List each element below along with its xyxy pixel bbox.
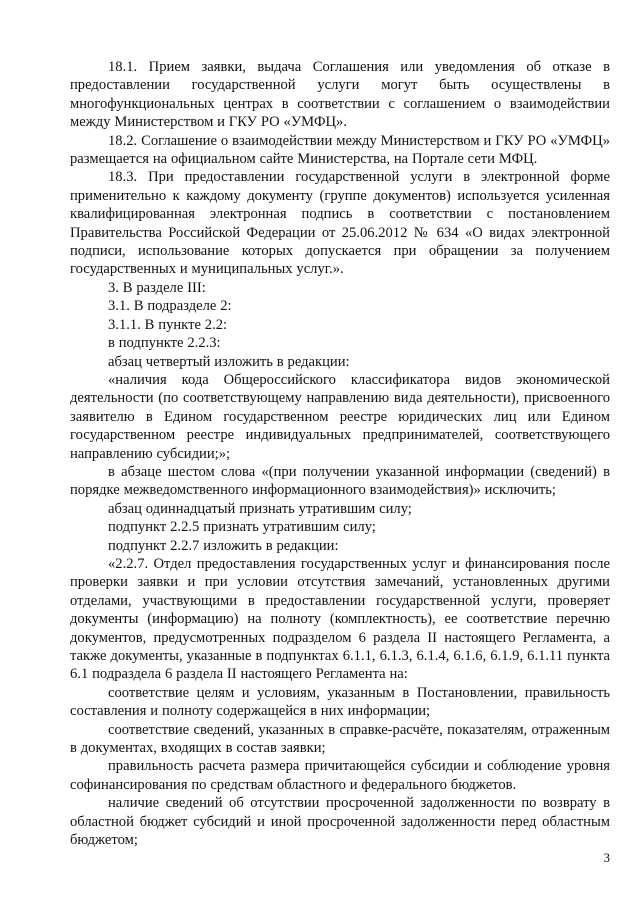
paragraph-3-1-1: 3.1.1. В пункте 2.2: xyxy=(108,316,228,333)
document-body xyxy=(70,58,610,849)
paragraph-2-2-7-quote: «2.2.7. Отдел предоставления государственных услуг и финансирования после проверки заявки и при условии отсутствия замечаний, установленных другими отделами, участвующими в предоставлении государственной услуги, проверяет документы (информацию) на полноту (комплектность), ее соответствие перечню документов, предусмотренных подразделом 6 раздела II настоящего Регламента, а также документы, указанные в подпунктах 6.1.1, 6.1.3, 6.1.4, 6.1.6, 6.1.9, 6.1.11 пункта 6.1 подраздела 6 раздела II настоящего Регламента на: xyxy=(70,555,610,683)
paragraph-calculation: правильность расчета размера причитающейся субсидии и соблюдение уровня софинансирования по средствам областного и федерального бюджетов. xyxy=(70,758,610,793)
paragraph-abzac-4: абзац четвертый изложить в редакции: xyxy=(108,353,350,370)
paragraph-abzac-11: абзац одиннадцатый признать утратившим силу; xyxy=(108,500,412,517)
paragraph-debt-info: наличие сведений об отсутствии просроченной задолженности по возврату в областной бюджет субсидий и иной просроченной задолженности перед областным бюджетом; xyxy=(70,795,610,849)
paragraph-section-3: 3. В разделе III: xyxy=(108,279,206,296)
paragraph-compliance-data: соответствие сведений, указанных в справке-расчёте, показателям, отраженным в документах, входящих в состав заявки; xyxy=(70,721,610,757)
paragraph-18-1: 18.1. Прием заявки, выдача Соглашения или уведомления об отказе в предоставлении государственной услуги могут быть осуществлены в многофункциональных центрах в соответствии с соглашением о взаимодействии между Министерством и ГКУ РО «УМФЦ». xyxy=(70,59,610,131)
paragraph-18-3: 18.3. При предоставлении государственной услуги в электронной форме применительно к каждому документу (группе документов) используется усиленная квалифицированная электронная подпись в соответствии с постановлением Правительства Российской Федерации от 25.06.2012 № 634 «О видах электронной подписи, использование которых допускается при обращении за получением государственных и муниципальных услуг.». xyxy=(70,169,610,278)
paragraph-3-1: 3.1. В подразделе 2: xyxy=(108,298,232,315)
paragraph-compliance-goals: соответствие целям и условиям, указанным в Постановлении, правильность составления и полноту содержащейся в них информации; xyxy=(70,684,610,720)
paragraph-18-2: 18.2. Соглашение о взаимодействии между Министерством и ГКУ РО «УМФЦ» размещается на официальном сайте Министерства, на Портале сети МФЦ. xyxy=(70,132,610,168)
paragraph-subpoint-2-2-3: в подпункте 2.2.3: xyxy=(108,335,221,352)
paragraph-2-2-7-intro: подпункт 2.2.7 изложить в редакции: xyxy=(108,537,339,554)
page-number: 3 xyxy=(603,850,610,865)
paragraph-2-2-5: подпункт 2.2.5 признать утратившим силу; xyxy=(108,519,376,536)
paragraph-abzac-6: в абзаце шестом слова «(при получении указанной информации (сведений) в порядке межведомственного информационного взаимодействия)» исключить; xyxy=(70,463,610,499)
paragraph-okved-quote: «наличия кода Общероссийского классификатора видов экономической деятельности (по соответствующему направлению вида деятельности), присвоенного заявителю в Едином государственном реестре юридических лиц или Едином государственном реестре индивидуальных предпринимателей, соответствующего направлению субсидии;»; xyxy=(70,371,610,462)
